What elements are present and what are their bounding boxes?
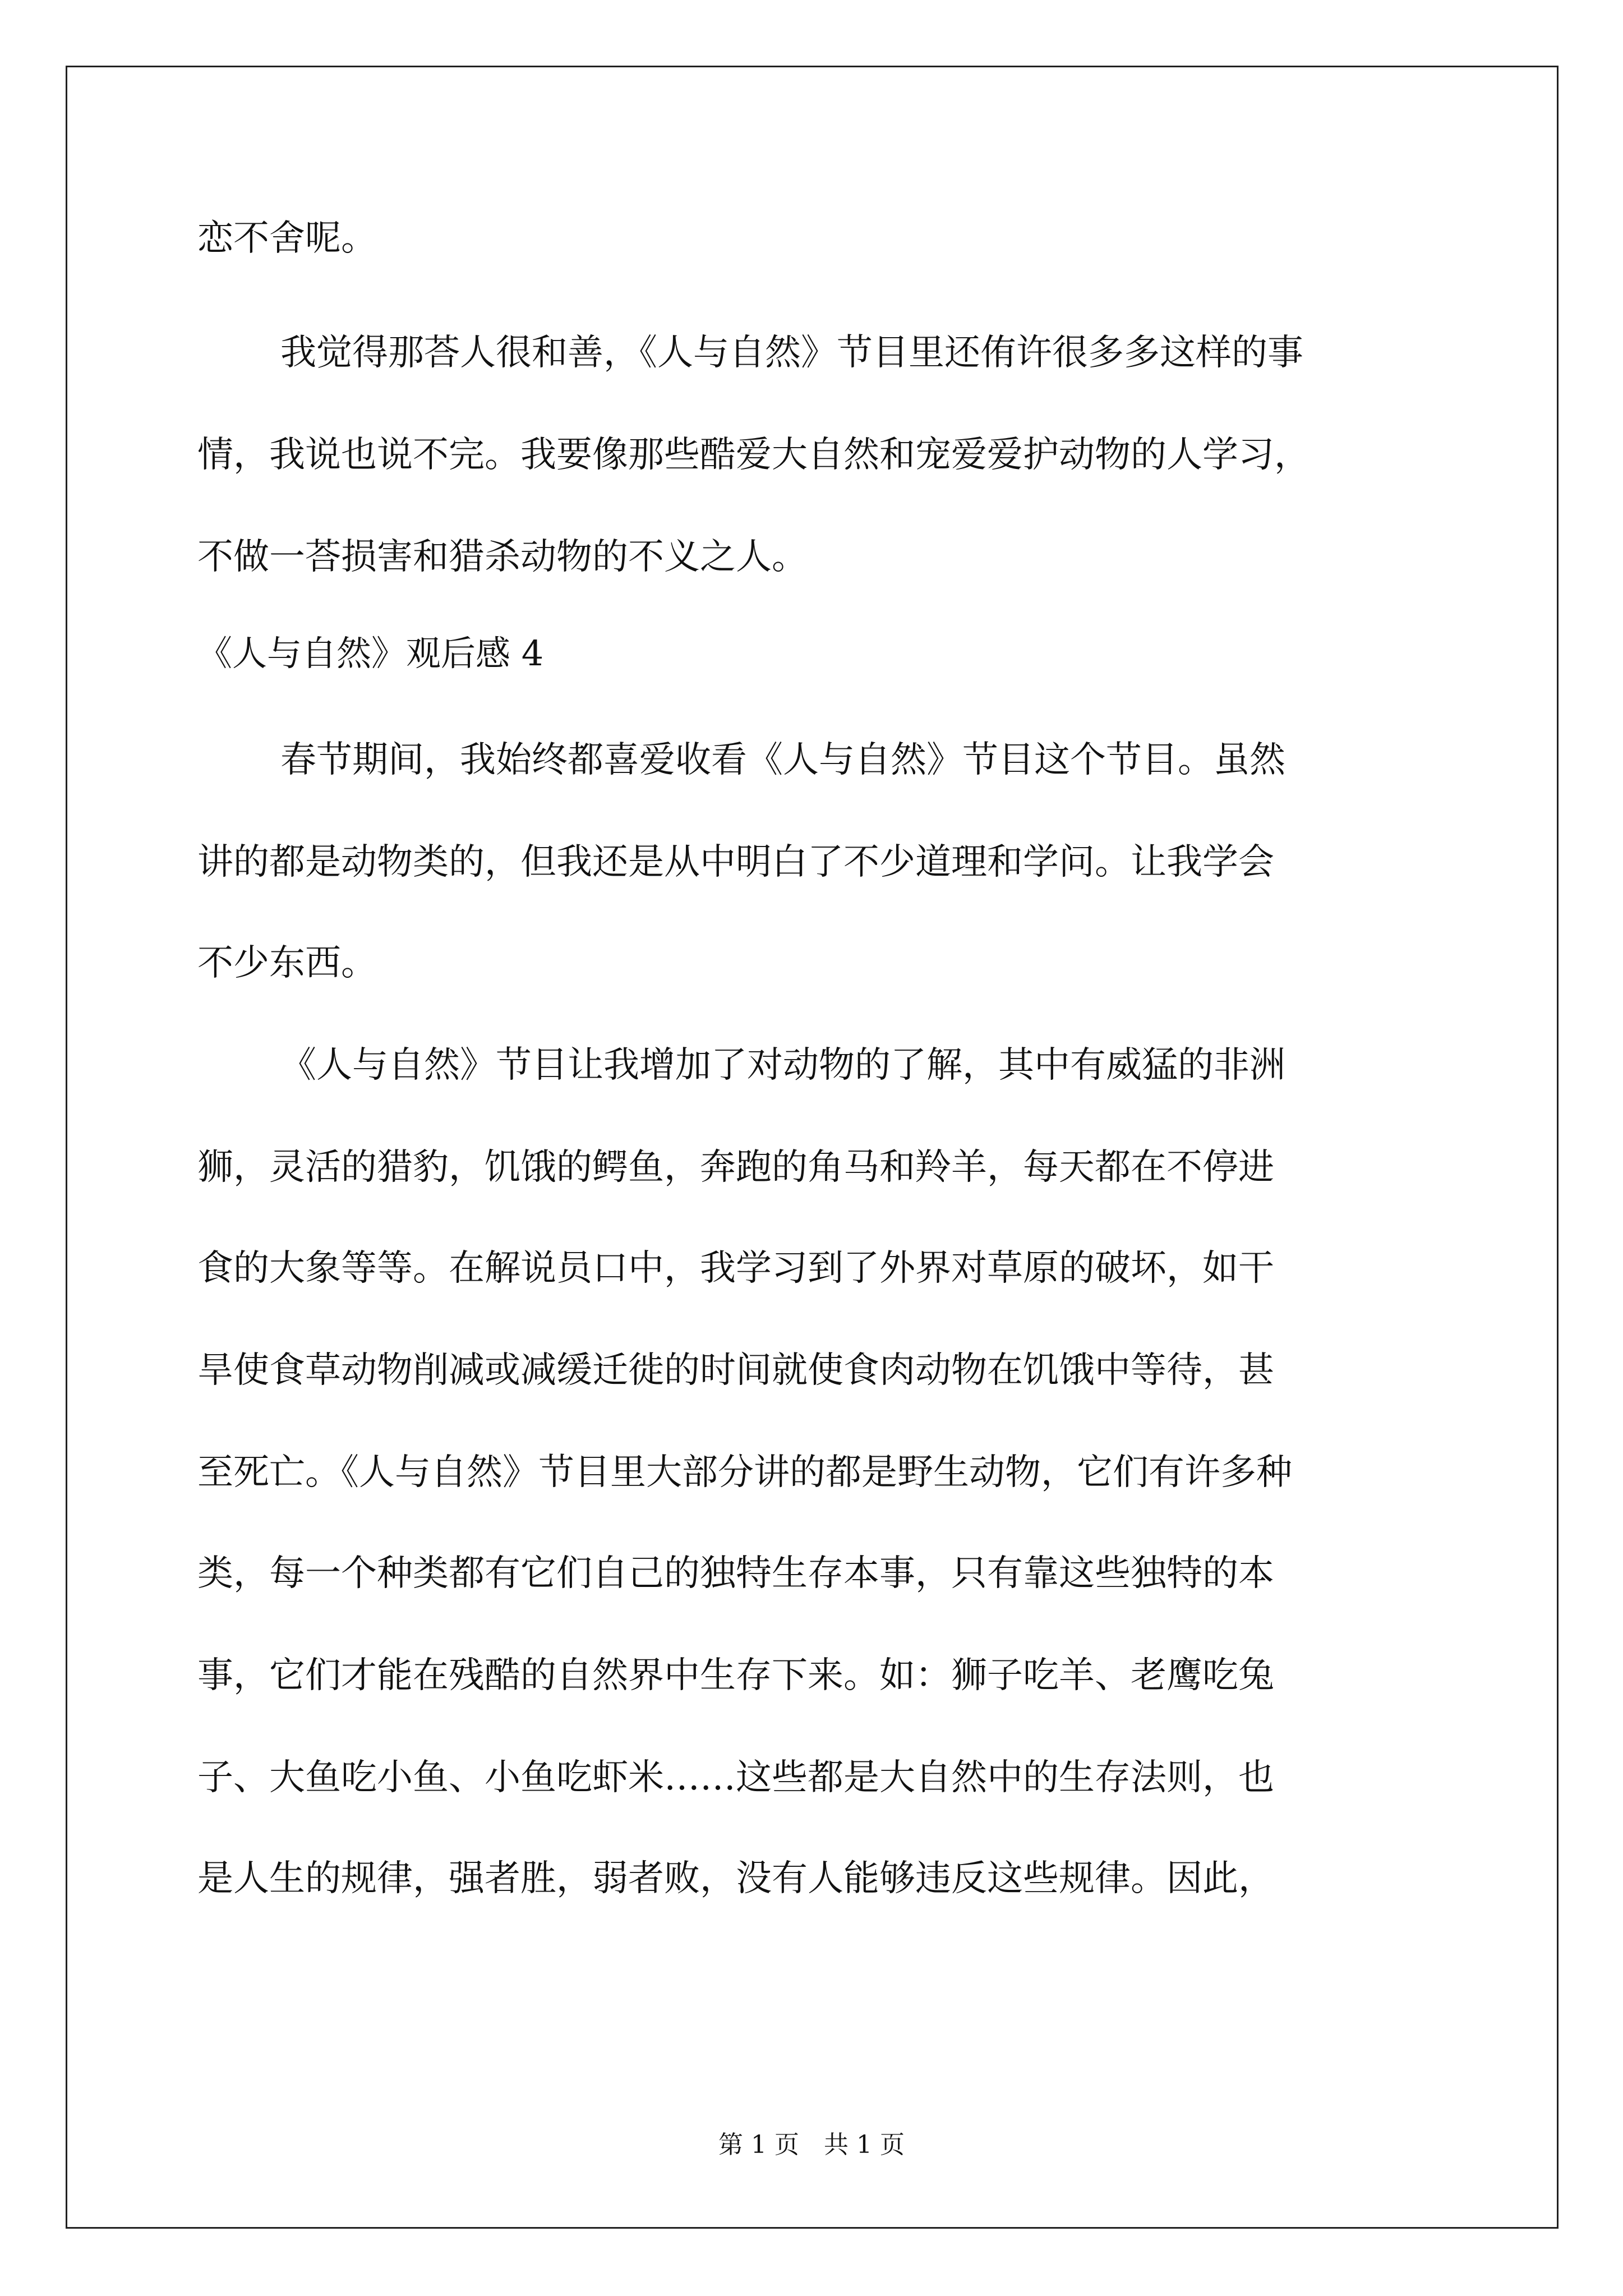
paragraph-line: 春节期间，我始终都喜爱收看《人与自然》节目这个节目。虽然: [280, 739, 1285, 781]
paragraph-line: 讲的都是动物类的，但我还是从中明白了不少道理和学问。让我学会: [197, 841, 1274, 883]
paragraph-line: 《人与自然》节目让我增加了对动物的了解，其中有威猛的非洲: [280, 1045, 1285, 1086]
paragraph-line: 情，我说也说不完。我要像那些酷爱大自然和宠爱爱护动物的人学习，: [197, 434, 1310, 476]
paragraph-line: 不少东西。: [197, 942, 377, 984]
paragraph-line: 不做一荅损害和猎杀动物的不义之人。: [197, 536, 808, 578]
paragraph-line: 狮，灵活的猎豹，饥饿的鳄鱼，奔跑的角马和羚羊，每天都在不停进: [197, 1147, 1274, 1188]
paragraph-line: 恋不舍呢。: [197, 218, 377, 259]
paragraph-line: 子、大鱼吃小鱼、小鱼吃虾米……这些都是大自然中的生存法则，也: [197, 1757, 1274, 1798]
paragraph-line: 我觉得那荅人很和善，《人与自然》节目里还侑许很多多这样的事: [280, 332, 1303, 374]
paragraph-line: 至死亡。《人与自然》节目里大部分讲的都是野生动物，它们有许多种: [197, 1452, 1292, 1493]
section-heading: 《人与自然》观后感 4: [197, 633, 544, 674]
paragraph-line: 食的大象等等。在解说员口中，我学习到了外界对草原的破坏，如干: [197, 1248, 1274, 1289]
page-footer: 第 1 页 共 1 页: [718, 2131, 905, 2159]
paragraph-line: 事，它们才能在残酷的自然界中生存下来。如：狮子吃羊、老鹰吃兔: [197, 1655, 1274, 1696]
paragraph-line: 是人生的规律，强者胜，弱者败，没有人能够违反这些规律。因此，: [197, 1858, 1274, 1899]
paragraph-line: 旱使食草动物削减或减缓迁徙的时间就使食肉动物在饥饿中等待，甚: [197, 1350, 1274, 1391]
paragraph-line: 类，每一个种类都有它们自己的独特生存本事，只有靠这些独特的本: [197, 1553, 1274, 1594]
